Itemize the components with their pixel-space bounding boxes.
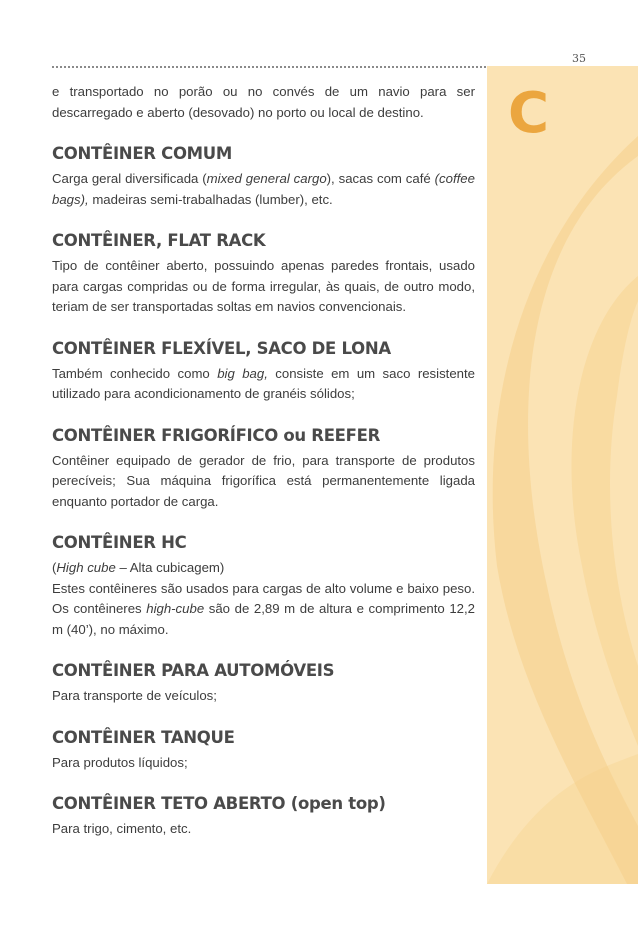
definition-text: Também conhecido como xyxy=(52,365,218,381)
term-frigorifico-title: CONTÊINER FRIGORÍFICO ou REEFER xyxy=(52,425,380,445)
definition-text: consiste em um saco resistente utilizado para acondicionamento de granéis sólidos; xyxy=(52,365,475,401)
term-frigorifico-definition: Contêiner equipado de gerador de frio, para transporte de produtos perecíveis; Sua máquina frigorífica está permanentemente ligada enquanto portador de carga. xyxy=(52,452,475,509)
term-teto-aberto-definition: Para trigo, cimento, etc. xyxy=(52,821,192,836)
term-hc-definition xyxy=(52,579,475,641)
definition-text: Carga geral diversificada ( xyxy=(52,171,207,186)
term-hc-subtitle xyxy=(52,558,475,579)
intro-continuation-text: e transportado no porão ou no convés de um navio para ser descarregado e aberto (desovado) no porto ou local de destino. xyxy=(52,84,475,120)
definition-italic-text: mixed general cargo xyxy=(206,171,327,186)
term-flexivel-title: CONTÊINER FLEXÍVEL, SACO DE LONA xyxy=(52,338,391,358)
term-teto-aberto-title: CONTÊINER TETO ABERTO (open top) xyxy=(52,794,386,813)
term-conteiner-comum-definition xyxy=(52,169,475,210)
definition-text: ), sacas com café xyxy=(326,171,435,186)
definition-italic-text: (coffee bags), xyxy=(52,171,475,207)
term-flexivel-definition xyxy=(52,364,475,405)
definition-text: madeiras semi-trabalhadas (lumber), etc. xyxy=(88,191,333,207)
glossary-content xyxy=(52,82,475,840)
term-tanque-definition: Para produtos líquidos; xyxy=(52,754,188,770)
term-flat-rack-definition: Tipo de contêiner aberto, possuindo apenas paredes frontais, usado para cargas compridas ou de forma irregular, às quais, de outro modo, teriam de ser transportadas soltas em navios convencionais. xyxy=(52,258,475,314)
term-conteiner-comum-title: CONTÊINER COMUM xyxy=(52,144,233,163)
decorative-swirl-graphic xyxy=(487,66,638,884)
section-letter: C xyxy=(508,81,550,146)
definition-text: Alta cubicagem) xyxy=(126,560,225,575)
section-side-band xyxy=(487,66,638,884)
term-hc-title: CONTÊINER HC xyxy=(52,533,187,552)
definition-text: ( xyxy=(52,560,57,575)
definition-text: são de 2,89 m de altura e comprimento 12,2 m (40’), no máximo. xyxy=(52,601,476,637)
definition-italic-text: high-cube xyxy=(146,601,205,616)
definition-italic-text: High cube – xyxy=(56,560,127,575)
definition-text: Estes contêineres são usados para cargas de alto volume e baixo peso. Os contêineres xyxy=(52,580,475,616)
page-number: 35 xyxy=(572,52,586,65)
definition-italic-text: big bag, xyxy=(217,365,268,381)
term-flat-rack-title: CONTÊINER, FLAT RACK xyxy=(52,231,266,250)
term-automoveis-title: CONTÊINER PARA AUTOMÓVEIS xyxy=(52,661,335,680)
term-automoveis-definition: Para transporte de veículos; xyxy=(52,688,217,703)
term-tanque-title: CONTÊINER TANQUE xyxy=(52,727,235,747)
